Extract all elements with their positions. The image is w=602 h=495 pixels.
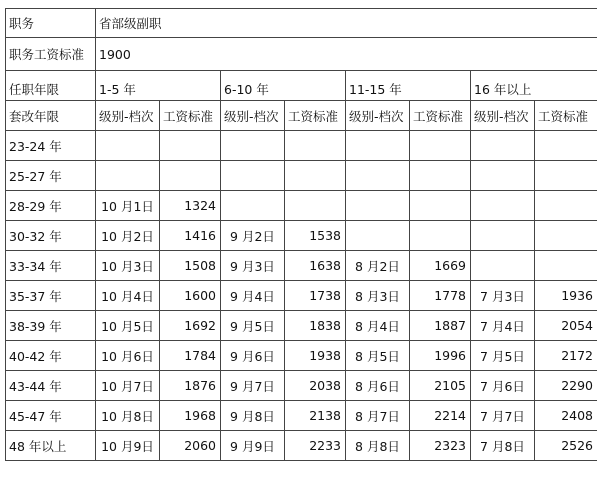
table-row [6,371,598,401]
position-row [6,9,598,38]
position-salary-value: 1900 [96,38,598,71]
salary-cell [535,131,598,161]
salary-cell: 1692 [160,311,221,341]
grade-cell: 8 月8日 [346,431,410,461]
grade-cell: 10 月7日 [96,371,160,401]
salary-cell [285,191,346,221]
table-row [6,131,598,161]
years-cell: 43-44 年 [6,371,96,401]
years-cell: 28-29 年 [6,191,96,221]
grade-cell: 9 月6日 [221,341,285,371]
grade-cell: 8 月7日 [346,401,410,431]
grade-cell: 8 月6日 [346,371,410,401]
grade-cell: 7 月6日 [471,371,535,401]
salary-cell: 1938 [285,341,346,371]
sub-col-grade: 级别-档次 [221,101,285,131]
sub-col-grade: 级别-档次 [471,101,535,131]
years-cell: 45-47 年 [6,401,96,431]
salary-cell [160,161,221,191]
salary-cell [410,221,471,251]
grade-cell: 7 月5日 [471,341,535,371]
salary-cell: 1936 [535,281,598,311]
salary-cell [535,191,598,221]
grade-cell: 10 月9日 [96,431,160,461]
grade-cell [96,161,160,191]
grade-cell [346,131,410,161]
grade-cell: 9 月5日 [221,311,285,341]
position-salary-row [6,38,598,71]
salary-cell: 1669 [410,251,471,281]
salary-cell [535,221,598,251]
sub-label: 套改年限 [6,101,96,131]
grade-cell: 10 月8日 [96,401,160,431]
table-row [6,221,598,251]
years-cell: 35-37 年 [6,281,96,311]
sub-col-salary: 工资标准 [160,101,221,131]
salary-cell: 2105 [410,371,471,401]
sub-col-salary: 工资标准 [285,101,346,131]
grade-cell: 8 月4日 [346,311,410,341]
salary-cell: 2060 [160,431,221,461]
salary-cell [410,131,471,161]
table-row [6,401,598,431]
grade-cell [346,191,410,221]
grade-cell: 10 月3日 [96,251,160,281]
salary-cell: 2290 [535,371,598,401]
grade-cell: 8 月5日 [346,341,410,371]
page-edge [597,0,602,495]
salary-cell: 1876 [160,371,221,401]
grade-cell: 10 月5日 [96,311,160,341]
salary-cell: 2214 [410,401,471,431]
tenure-group-3: 11-15 年 [346,71,471,101]
salary-cell: 2323 [410,431,471,461]
grade-cell [471,161,535,191]
salary-cell [410,191,471,221]
salary-cell: 1600 [160,281,221,311]
salary-cell: 1324 [160,191,221,221]
salary-cell: 1784 [160,341,221,371]
salary-cell [535,251,598,281]
position-value: 省部级副职 [96,9,598,38]
salary-table [5,8,598,461]
years-cell: 48 年以上 [6,431,96,461]
salary-cell: 1887 [410,311,471,341]
salary-cell: 2408 [535,401,598,431]
grade-cell: 9 月9日 [221,431,285,461]
position-label: 职务 [6,9,96,38]
salary-cell [160,131,221,161]
salary-cell: 2138 [285,401,346,431]
grade-cell [96,131,160,161]
grade-cell: 10 月1日 [96,191,160,221]
years-cell: 33-34 年 [6,251,96,281]
sub-col-salary: 工资标准 [535,101,598,131]
tenure-group-4: 16 年以上 [471,71,598,101]
years-cell: 23-24 年 [6,131,96,161]
table-row [6,161,598,191]
grade-cell: 10 月2日 [96,221,160,251]
table-row [6,281,598,311]
grade-cell: 10 月6日 [96,341,160,371]
grade-cell: 9 月2日 [221,221,285,251]
grade-cell: 9 月3日 [221,251,285,281]
salary-cell: 2054 [535,311,598,341]
salary-cell: 2172 [535,341,598,371]
table-row [6,311,598,341]
sub-col-grade: 级别-档次 [346,101,410,131]
table-row [6,251,598,281]
grade-cell [221,131,285,161]
sub-col-salary: 工资标准 [410,101,471,131]
grade-cell [471,251,535,281]
salary-cell: 1508 [160,251,221,281]
grade-cell [221,161,285,191]
table-row [6,431,598,461]
grade-cell: 8 月2日 [346,251,410,281]
salary-cell: 1778 [410,281,471,311]
grade-cell [346,161,410,191]
table-row [6,191,598,221]
salary-cell [285,131,346,161]
salary-cell: 1838 [285,311,346,341]
salary-cell: 2038 [285,371,346,401]
salary-cell: 1738 [285,281,346,311]
salary-cell: 1996 [410,341,471,371]
salary-cell [535,161,598,191]
salary-cell: 1968 [160,401,221,431]
sub-col-grade: 级别-档次 [96,101,160,131]
grade-cell: 7 月3日 [471,281,535,311]
grade-cell [221,191,285,221]
grade-cell [471,191,535,221]
grade-cell: 9 月7日 [221,371,285,401]
table-row [6,341,598,371]
salary-cell: 2526 [535,431,598,461]
grade-cell: 7 月4日 [471,311,535,341]
grade-cell: 10 月4日 [96,281,160,311]
grade-cell: 7 月8日 [471,431,535,461]
salary-cell [285,161,346,191]
grade-cell: 7 月7日 [471,401,535,431]
years-cell: 30-32 年 [6,221,96,251]
years-cell: 38-39 年 [6,311,96,341]
tenure-group-1: 1-5 年 [96,71,221,101]
salary-cell: 2233 [285,431,346,461]
salary-cell: 1416 [160,221,221,251]
position-salary-label: 职务工资标准 [6,38,96,71]
grade-cell [471,131,535,161]
salary-cell: 1638 [285,251,346,281]
grade-cell: 8 月3日 [346,281,410,311]
tenure-label: 任职年限 [6,71,96,101]
grade-cell: 9 月8日 [221,401,285,431]
tenure-group-2: 6-10 年 [221,71,346,101]
grade-cell [471,221,535,251]
grade-cell [346,221,410,251]
tenure-header-row [6,71,598,101]
years-cell: 40-42 年 [6,341,96,371]
grade-cell: 9 月4日 [221,281,285,311]
sub-header-row [6,101,598,131]
salary-cell: 1538 [285,221,346,251]
salary-cell [410,161,471,191]
years-cell: 25-27 年 [6,161,96,191]
